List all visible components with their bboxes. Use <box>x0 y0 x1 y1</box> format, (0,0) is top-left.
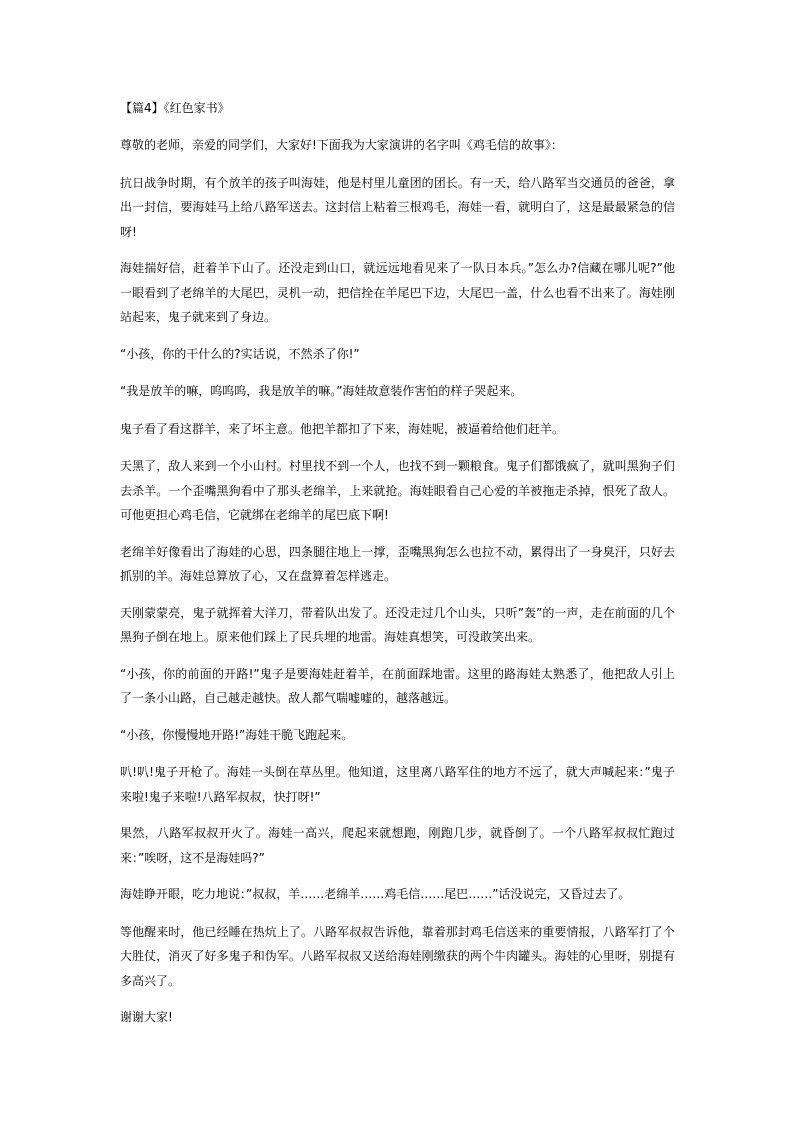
document-page <box>120 98 675 1043</box>
paragraph-closing: 谢谢大家! <box>120 1010 173 1024</box>
paragraph-7: 老绵羊好像看出了海娃的心思，四条腿往地上一撑，歪嘴黑狗怎么也拉不动，累得出了一身臭汗，只好去抓别的羊。海娃总算放了心，又在盘算着怎样逃走。 <box>120 544 675 583</box>
paragraph-13: 海娃睁开眼，吃力地说：”叔叔，羊……老绵羊……鸡毛信……尾巴……”话没说完，又昏过去了。 <box>120 887 631 901</box>
paragraph-4: “我是放羊的嘛，呜呜呜，我是放羊的嘛。”海娃故意装作害怕的样子哭起来。 <box>120 384 523 398</box>
paragraph-1: 抗日战争时期，有个放羊的孩子叫海娃，他是村里儿童团的团长。有一天，给八路军当交通员的爸爸，拿出一封信，要海娃马上给八路军送去。这封信上粘着三根鸡毛，海娃一看，就明白了，这是最最紧急的信呀! <box>120 175 675 239</box>
paragraph-10: “小孩，你慢慢地开路!”海娃干脆飞跑起来。 <box>120 727 354 742</box>
paragraph-greeting: 尊敬的老师，亲爱的同学们，大家好!下面我为大家演讲的名字叫《鸡毛信的故事》： <box>120 138 563 152</box>
paragraph-2: 海娃揣好信，赶着羊下山了。还没走到山口，就远远地看见来了一队日本兵。”怎么办?信藏在哪儿呢?”他一眼看到了老绵羊的大尾巴，灵机一动，把信拴在羊尾巴下边，大尾巴一盖，什么也看不出来了。海娃刚站起来，鬼子就来到了身边。 <box>120 261 675 324</box>
paragraph-5: 鬼子看了看这群羊，来了坏主意。他把羊都扣了下来，海娃呢，被逼着给他们赶羊。 <box>120 421 565 436</box>
paragraph-6: 天黑了，敌人来到一个小山村。村里找不到一个人，也找不到一颗粮食。鬼子们都饿疯了，就叫黑狗子们去杀羊。一个歪嘴黑狗看中了那头老绵羊，上来就抢。海娃眼看自己心爱的羊被拖走杀掉，恨死了敌人。可他更担心鸡毛信，它就绑在老绵羊的尾巴底下啊! <box>120 459 675 522</box>
paragraph-11: 叭!叭!鬼子开枪了。海娃一头倒在草丛里。他知道，这里离八路军住的地方不远了，就大声喊起来：”鬼子来啦!鬼子来啦!八路军叔叔，快打呀!” <box>120 765 675 804</box>
paragraph-14: 等他醒来时，他已经睡在热炕上了。八路军叔叔告诉他，靠着那封鸡毛信送来的重要情报，八路军打了个大胜仗，消灭了好多鬼子和伪军。八路军叔叔又送给海娃刚缴获的两个牛肉罐头。海娃的心里呀，别提有多高兴了。 <box>120 924 675 988</box>
paragraph-8: 天刚蒙蒙亮，鬼子就挥着大洋刀，带着队出发了。还没走过几个山头，只听”轰”的一声，走在前面的几个黑狗子倒在地上。原来他们踩上了民兵埋的地雷。海娃真想笑，可没敢笑出来。 <box>120 605 675 644</box>
paragraph-3: “小孩，你的干什么的?实话说，不然杀了你!” <box>120 346 360 361</box>
document-heading: 【篇4】《红色家书》 <box>120 101 230 115</box>
paragraph-12: 果然，八路军叔叔开火了。海娃一高兴，爬起来就想跑，刚跑几步，就昏倒了。一个八路军叔叔忙跑过来：”唉呀，这不是海娃吗?” <box>120 826 675 865</box>
paragraph-9: “小孩，你的前面的开路!”鬼子是要海娃赶着羊，在前面踩地雷。这里的路海娃太熟悉了，他把敌人引上了一条小山路，自己越走越快。敌人都气喘嘘嘘的，越落越远。 <box>120 666 675 705</box>
